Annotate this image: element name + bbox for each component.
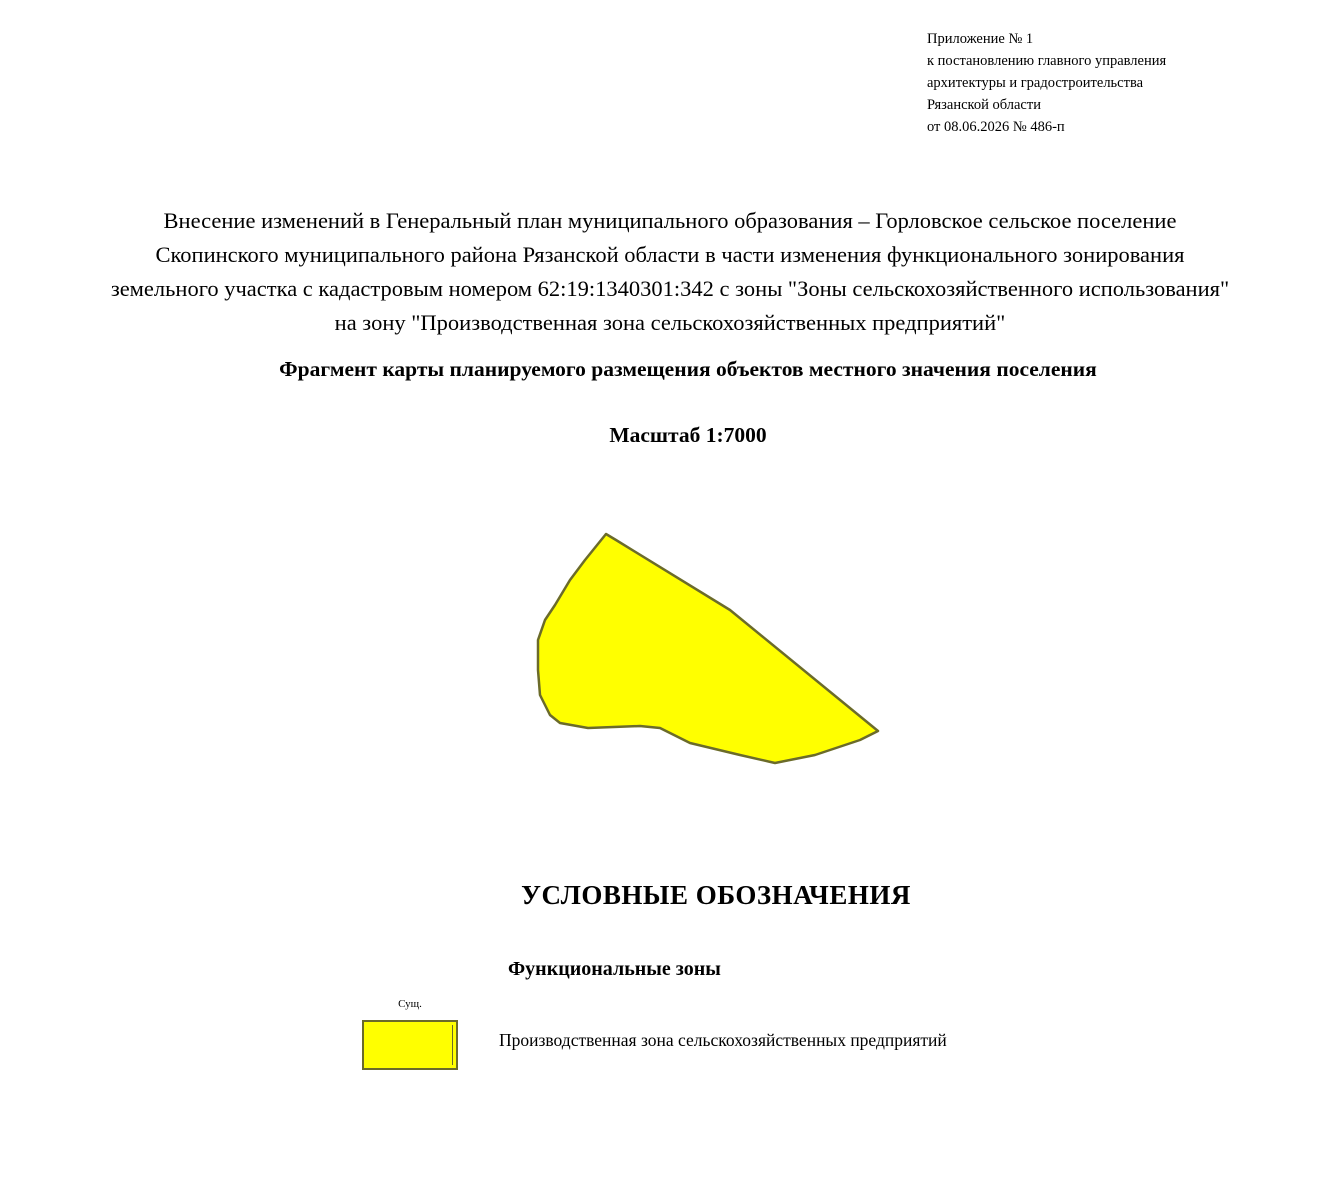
legend-item-swatch	[362, 1020, 458, 1070]
map-fragment	[500, 510, 920, 790]
appendix-line: Приложение № 1	[927, 31, 1034, 47]
appendix-line: от 08.06.2026 № 486-п	[927, 119, 1065, 135]
document-title-line: земельного участка с кадастровым номером 62:19:1340301:342 с зоны "Зоны сельскохозяйственного использования"	[110, 276, 1230, 301]
legend-item-label: Производственная зона сельскохозяйственных предприятий	[499, 1030, 947, 1050]
appendix-line: к постановлению главного управления	[927, 53, 1167, 69]
appendix-line: Рязанской области	[927, 97, 1041, 113]
map-svg	[500, 510, 920, 790]
legend-subtitle: Функциональные зоны	[508, 958, 721, 980]
document-title-line: Скопинского муниципального района Рязанской области в части изменения функционального зонирования	[155, 242, 1185, 267]
legend-item-status: Сущ.	[398, 998, 422, 1010]
land-parcel-zone	[538, 534, 878, 763]
map-scale: Масштаб 1:7000	[609, 423, 767, 447]
document-title-line: на зону "Производственная зона сельскохозяйственных предприятий"	[334, 310, 1006, 335]
appendix-line: архитектуры и градостроительства	[927, 75, 1144, 91]
map-title: Фрагмент карты планируемого размещения объектов местного значения поселения	[279, 357, 1097, 381]
legend-title: УСЛОВНЫЕ ОБОЗНАЧЕНИЯ	[521, 880, 911, 910]
document-title-line: Внесение изменений в Генеральный план муниципального образования – Горловское сельское поселение	[163, 208, 1177, 233]
document-title	[20, 204, 1320, 340]
appendix-block	[927, 28, 1166, 138]
